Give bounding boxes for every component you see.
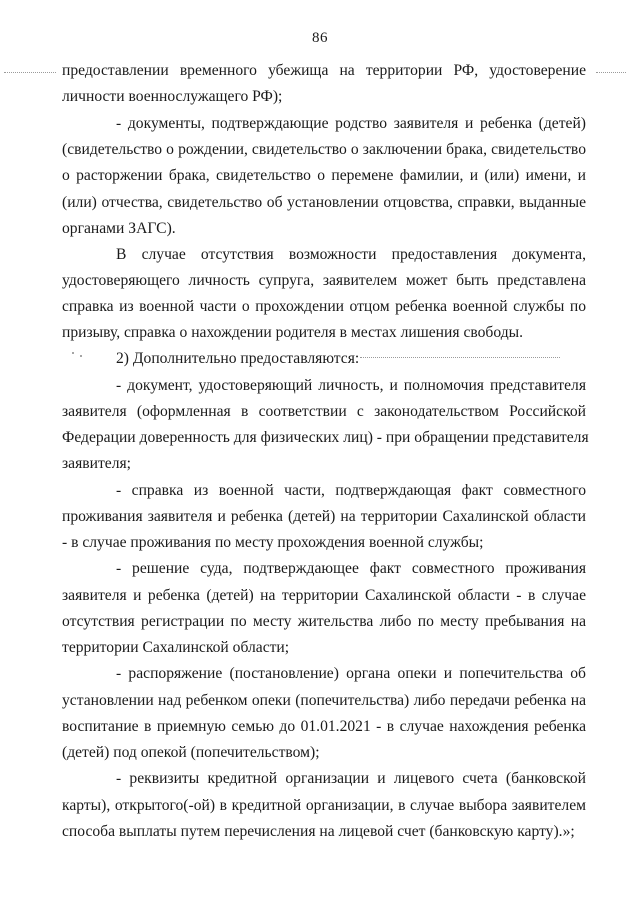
text-line: - распоряжение (постановление) органа опеки и попечительства об [116,665,586,682]
text-line: (или) отчества, свидетельство об установлении отцовства, справки, выданные [62,194,586,211]
text-line: - в случае проживания по месту прохождения военной службы; [62,534,484,551]
text-line: отсутствия регистрации по месту жительства либо по месту пребывания на [62,613,586,630]
text-line: удостоверяющего личность супруга, заявителем может быть представлена [62,272,586,289]
text-line: о расторжении брака, свидетельство о перемене фамилии, и (или) имени, и [62,167,586,184]
text-line: территории Сахалинской области; [62,639,290,656]
text-line: призыву, справка о нахождении родителя в местах лишения свободы. [62,324,524,341]
page-number: 86 [312,30,328,46]
text-line: - реквизиты кредитной организации и лицевого счета (банковской [116,770,586,787]
scan-artifact [596,72,626,74]
text-line: - документ, удостоверяющий личность, и полномочия представителя [116,377,586,394]
text-line: способа выплаты путем перечисления на лицевой счет (банковскую карту).»; [62,823,575,840]
text-line: - решение суда, подтверждающее факт совместного проживания [116,560,586,577]
text-line: предоставлении временного убежища на территории РФ, удостоверение [62,62,586,79]
text-line: органами ЗАГС). [62,220,176,237]
text-line: установлении над ребенком опеки (попечительства) либо передачи ребенка на [62,692,586,709]
text-line: карты), открытого(-ой) в кредитной организации, в случае выбора заявителем [62,797,586,814]
text-line: проживания заявителя и ребенка (детей) на территории Сахалинской области [62,508,586,525]
text-line: воспитание в приемную семью до 01.01.2021 - в случае нахождения ребенка [62,718,586,735]
text-line: Федерации доверенность для физических лиц) - при обращении представителя [62,429,589,446]
text-line: заявителя (оформленная в соответствии с законодательством Российской [62,403,586,420]
text-line: (свидетельство о рождении, свидетельство о заключении брака, свидетельство [62,141,586,158]
text-line: заявителя и ребенка (детей) на территории Сахалинской области - в случае [62,587,586,604]
text-line: справка из военной части о прохождении отцом ребенка военной службы по [62,298,586,315]
text-line: В случае отсутствия возможности предоставления документа, [116,246,586,263]
scan-artifact [4,72,56,74]
text-line: - справка из военной части, подтверждающая факт совместного [116,482,586,499]
scan-artifact [72,352,74,354]
scan-artifact [360,357,560,359]
text-line: - документы, подтверждающие родство заявителя и ребенка (детей) [116,115,586,132]
text-line: (детей) под опекой (попечительством); [62,744,320,761]
text-line: заявителя; [62,455,131,472]
scan-artifact [80,355,82,357]
section-heading: 2) Дополнительно предоставляются: [116,350,360,367]
text-line: личности военнослужащего РФ); [62,88,283,105]
